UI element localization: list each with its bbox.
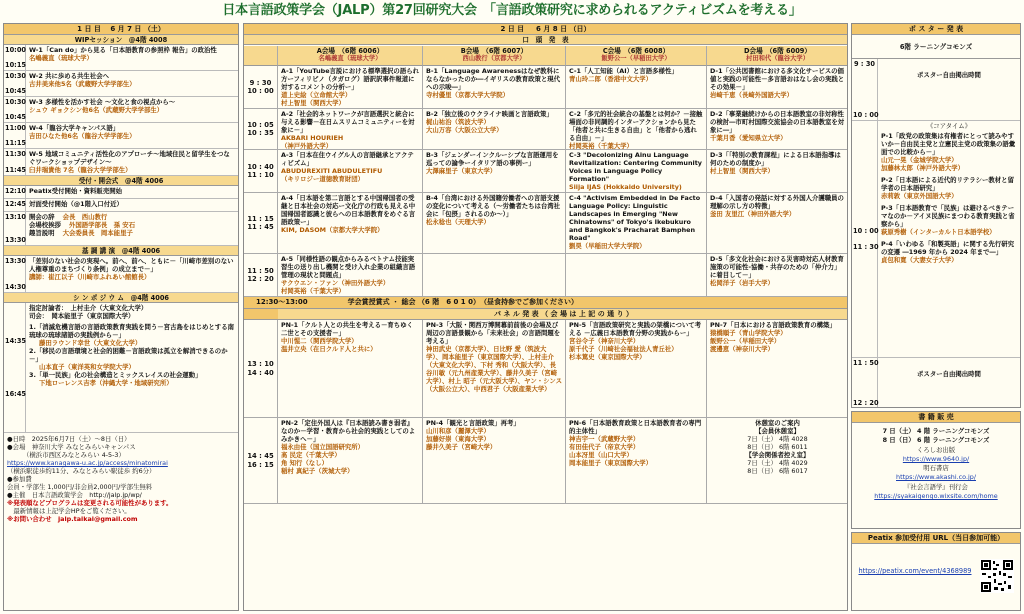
panel-band-left bbox=[244, 309, 278, 320]
slot-time bbox=[244, 418, 278, 504]
session-time bbox=[4, 71, 26, 96]
symposium-line: 指定討論者： 上村圭介（大東文化大学） bbox=[29, 304, 148, 312]
info-line: ●会場 神奈川大学 みなとみらいキャンパス bbox=[7, 443, 136, 451]
peatix-link[interactable]: https://peatix.com/event/4368989 bbox=[858, 567, 972, 575]
symposium-row: 14:35 16:45 指定討論者： 上村圭介（大東文化大学） 司会： 岡本能里子（東京国際大学） 1.「消滅危機言語の言語政策教育実践を問う－宮古島をはじめとする南琉球の琉球諸語の実践例から－」 藤田ラウンド幸世（大東文化大学） 2.「移民の言語環境と社会的困難－言語政策は孤立を解消できるのか－」 山本直子（東洋英和女学院大学） 3.「単一民族」化の社会構造とミックスレイスの社会運動」 下地ローレンス吉孝（沖縄大学・地域研究所） bbox=[4, 303, 238, 433]
time-start: 14 : 45 bbox=[247, 452, 274, 461]
panel-author: 福永由佳（国立国語研究所） 髙 民定（千葉大学） 角 知行（なし） 稲村 真紀子（茨城大学） bbox=[281, 443, 365, 475]
time-start: 9 : 30 bbox=[249, 78, 272, 87]
time-end: 10 : 00 bbox=[247, 87, 274, 95]
poster-author: 赤莉敦（東京外国語大学） bbox=[881, 192, 958, 200]
keynote-header: 基 調 講 演 @4階 4006 bbox=[4, 246, 238, 256]
presentation-author: 道上史絵（立命館大学） 村上智里（関西大学） bbox=[281, 91, 352, 107]
oral-grid bbox=[244, 46, 848, 611]
panel-cell bbox=[566, 320, 707, 418]
presentation-author: ABUDUREXITI ABUDULETIFU （キリロジー道徳教育財団） bbox=[281, 167, 383, 183]
wip-session bbox=[4, 71, 238, 97]
presentation-author: 松永稔也（天理大学） bbox=[426, 218, 490, 226]
session-author: シュウ ギョクシン他6名（武蔵野大学学部生） bbox=[29, 106, 164, 114]
poster-item bbox=[881, 132, 1017, 172]
symposium-line: 下地ローレンス吉孝（沖縄大学・地域研究所） bbox=[39, 379, 173, 387]
lunch-text: 学会賞授賞式 ・ 総会 （6 階 6 0 1 0） （昼食持参でご参加ください） bbox=[347, 298, 578, 306]
symposium-header: シ ン ポ ジ ウ ム @4階 4006 bbox=[4, 293, 238, 303]
slot-time bbox=[244, 150, 278, 193]
slot-time bbox=[244, 66, 278, 109]
presentation-title: A-4「日本語を第二言語とする中国帰国者の受継と日本社会の対応ー文化庁の行政も見える中国帰国者認識と彼らへの日本語教育をめぐる言語政策ー」 bbox=[281, 194, 416, 226]
wip-session bbox=[4, 123, 238, 149]
reception-row bbox=[4, 199, 238, 212]
presentation-title: A-1「YouTube言説における標準選択の語られ方ーフィリピノ（タガログ）語訳訳事件報道に対するコメントの分析ー」 bbox=[281, 67, 419, 91]
time-end: 11:45 bbox=[5, 165, 26, 174]
opening-role: 趣旨説明 bbox=[29, 229, 55, 237]
time-end: 14 : 40 bbox=[247, 368, 274, 377]
time: 12:45 bbox=[5, 200, 26, 208]
info-line: ※お問い合わせ jalp.taikai@gmail.com bbox=[7, 515, 138, 523]
session-author: 臼井瑞貴他 7名（龍谷大学学部生） bbox=[29, 166, 132, 174]
time-start: 13 : 10 bbox=[247, 360, 274, 369]
row-time bbox=[4, 186, 26, 198]
presentation-cell bbox=[566, 66, 707, 109]
presentation-cell bbox=[423, 66, 566, 109]
keynote-speaker: 講師：崔江以子（川崎市ふれあい館館長） bbox=[29, 273, 151, 281]
presentation-cell bbox=[707, 66, 848, 109]
rest-line: 7日（土） 4階 4029 bbox=[747, 459, 808, 467]
poster-title: P-2「日本語による近代的リテラシー教材と留学者の日本語研究」 bbox=[881, 176, 1014, 192]
opening-person: 外国語学部長 孫 安石 bbox=[68, 221, 136, 229]
panel-author: 猿橋順子（青山学院大学） 飯野公一（早稲田大学） 渡邊恵（神奈川大学） bbox=[710, 329, 787, 353]
event-info bbox=[4, 433, 238, 525]
presentation-title: C-2「多元的社会統合の基盤とは何か？－接触場面の非同調的インターアクションから見た「他者と共に生きる自由」と「他者から逃れる自由」－」 bbox=[569, 110, 703, 142]
poster-header: ポ ス タ ー 発 表 bbox=[852, 24, 1020, 35]
time-end: 16 : 15 bbox=[247, 460, 274, 469]
room-chair: 名嶋義直（琉球大学） bbox=[318, 55, 382, 62]
poster-title: P-3「日本語教育で「民族」は避けるべきテーマなのか－アイヌ民族にまつわる教育実践と省察から」 bbox=[881, 204, 1015, 228]
reception-header: 受付・開会式 @4階 4006 bbox=[4, 176, 238, 186]
session-title: W-2 共に歩める共生社会へ bbox=[29, 72, 109, 80]
poster-author: 山元一晃（金城学院大学） 加藤林太郎（神戸外語大学） bbox=[881, 156, 965, 172]
presentation-author: 大澤麻里子（東京大学） bbox=[426, 167, 497, 175]
lunch-time: 12:30～13:00 bbox=[256, 298, 308, 306]
presentation-cell bbox=[278, 150, 423, 193]
day2-header: 2 日 目 6 月 8 日 （日） bbox=[244, 24, 847, 35]
rest-title: 休憩室のご案内 bbox=[755, 419, 800, 427]
panel-cell bbox=[707, 320, 848, 418]
panel-author: 神田武史（京都大学）、日比野 愛（筑波大学）、岡本能里子（東京国際大学）、上村圭介（大東文化大学）、下村 秀和（大阪大学）、長谷川敏（元九州産業大学）、藤井久美子（宮崎大学）、村上 昭子（元大阪大学）、ヤン・シンス（大阪公立大）、中西君子（大阪産業大学） bbox=[426, 345, 563, 393]
symposium-line: 3.「単一民族」化の社会構造とミックスレイスの社会運動」 bbox=[29, 371, 202, 379]
time-col-header bbox=[244, 46, 278, 66]
room-header bbox=[566, 46, 707, 66]
session-time bbox=[4, 149, 26, 175]
panel-title: PN-2「定住外国人は『日本語読み書き弱者』なのか－学習・教育から社会的実践としてのよみかきへ－」 bbox=[281, 419, 416, 443]
peatix-header: Peatix 参加受付用 URL（当日参加可能） bbox=[852, 533, 1020, 544]
session-author: 名嶋義直（琉球大学） bbox=[29, 54, 93, 62]
room-chair: 飯野公一（早稲田大学） bbox=[601, 55, 671, 62]
presentation-title: B-1「Language Awarenessはなぜ教科にならなかったのか―イギリスの教育政策と現代への示唆―」 bbox=[426, 67, 561, 91]
room-name: D会場 （6階 6009） bbox=[744, 47, 811, 55]
presentation-cell bbox=[423, 109, 566, 150]
poster-item bbox=[881, 176, 1017, 200]
symposium-line: 1.「消滅危機言語の言語政策教育実践を問う－宮古島をはじめとする南琉球の琉球諸語の実践例から－」 bbox=[29, 323, 234, 339]
panel-cell bbox=[278, 320, 423, 418]
presentation-title: B-3「ジェンダーインクルーシブな言語運用を巡っての論争ーイタリア語の事例ー」 bbox=[426, 151, 559, 167]
time-start: 11:00 bbox=[5, 124, 26, 132]
session-content bbox=[26, 123, 238, 148]
session-title: W-4「龍谷大学キャンパス語」 bbox=[29, 124, 120, 132]
slot-time bbox=[244, 254, 278, 297]
session-time bbox=[4, 97, 26, 122]
room-header bbox=[278, 46, 423, 66]
info-line: （横浜駅徒歩約11分、みなとみらい駅徒歩 約6分） bbox=[7, 467, 156, 475]
poster-panel bbox=[851, 23, 1021, 408]
time-start: 10 : 05 bbox=[247, 120, 274, 129]
opening-line bbox=[29, 213, 235, 221]
time-start: 11:30 bbox=[5, 150, 26, 158]
presentation-title: D-1「公共図書館における多文化サービスの価値と実践の可能性－多言語おはなし会の実践とその効果－」 bbox=[710, 67, 845, 91]
row-text: Peatix受付開始・資料販売開始 bbox=[29, 187, 122, 195]
presentation-title: C-3 "Decolonizing Ainu Language Revitalization: Centering Community Voices in Language Policy Formation" bbox=[569, 151, 702, 183]
poster-item bbox=[881, 240, 1017, 264]
presentation-author: 村岡英裕（千葉大学） bbox=[569, 142, 633, 150]
peatix-panel bbox=[851, 532, 1021, 611]
room-header bbox=[423, 46, 566, 66]
session-content bbox=[26, 45, 238, 70]
rest-line: 【会員休憩室】 bbox=[755, 427, 800, 435]
keynote-row: 13:30 14:30 「差別のない社会の実現へ。前へ、前へ、ともに－「川崎市差別のない人権尊重のまちづくり条例」の成立まで－」 講師：崔江以子（川崎市ふれあい館館長） bbox=[4, 256, 238, 293]
presentation-title: A-3「日本在住ウイグル人の言語継承とアクティビズム」 bbox=[281, 151, 414, 167]
publisher-link[interactable]: https://www.akashi.co.jp/ bbox=[896, 473, 976, 482]
presentation-title: A-5「同様性語の観点からみるベトナム技能実習生の送り出し機関と受け入れ企業の組織言語管理の現状と問題点」 bbox=[281, 255, 416, 279]
poster-item bbox=[881, 204, 1017, 236]
presentation-title: C-1「人工知能（AI）と言語多様性」 bbox=[569, 67, 678, 75]
time-start: 11 : 50 bbox=[247, 266, 274, 275]
symposium-line: 2.「移民の言語環境と社会的困難－言語政策は孤立を解消できるのか－」 bbox=[29, 347, 228, 363]
presentation-title: C-4 "Activism Embedded in De Facto Language Policy: Linguistic Landscapes in Emerging "New Chinatowns" of Tokyo's Ikebukuro and Bangkok's Pracharat Bamphen Road" bbox=[569, 194, 701, 242]
session-title: W-3 多様性を活かす社会 ～文化と食の視点から～ bbox=[29, 98, 176, 106]
opening-line bbox=[29, 221, 235, 229]
room-name: C会場 （6階 6008） bbox=[602, 47, 670, 55]
publisher-link[interactable]: https://syakaigengo.wixsite.com/home bbox=[874, 491, 998, 500]
room-name: A会場 （6階 6006） bbox=[316, 47, 384, 55]
presentation-cell bbox=[707, 193, 848, 254]
session-title: W-5 地域コミュニティ活性化のアプローチ～地域住民と留学生をつなぐワークショップデザイン～ bbox=[29, 150, 230, 166]
time-end: 12 : 20 bbox=[247, 275, 274, 283]
time-end: 10:45 bbox=[5, 112, 26, 121]
presentation-cell bbox=[566, 254, 707, 297]
presentation-title: A-2「社会的ネットワークが言語選択と統合に与える影響－在日ムスリムコミュニティーを対象に－」 bbox=[281, 110, 415, 134]
symposium-line: 山本直子（東洋英和女学院大学） bbox=[39, 363, 135, 371]
time-start: 10:30 bbox=[5, 72, 26, 80]
time-start: 10 : 40 bbox=[247, 162, 274, 171]
session-author: 古井美来他5名（武蔵野大学学部生） bbox=[29, 80, 136, 88]
presentation-title: D-2「事業継続けからの日本語教室の非対称性の検討―市町村国際交流協会の日本語教室を対象に―」 bbox=[710, 110, 845, 134]
time-end: 10:45 bbox=[5, 86, 26, 95]
info-line: ●参加費 bbox=[7, 475, 32, 483]
info-line: ●主催 日本言語政策学会 http://jalp.jp/wp/ bbox=[7, 491, 142, 499]
panel-cell bbox=[423, 418, 566, 504]
session-title: W-1「Can do」から見る「日本語教育の参照枠 報告」の政治性 bbox=[29, 46, 217, 54]
time-start: 10:30 bbox=[5, 98, 26, 106]
presentation-author: 寺村優里（京都大学大学院） bbox=[426, 91, 510, 99]
presentation-title: B-4「台湾における外国籍労働者への言語支援の変化について考える（～労働者たちは台湾社会に「包摂」されるのか～）」 bbox=[426, 194, 561, 218]
opening-line bbox=[29, 229, 235, 237]
presentation-author: 釜田 友里江（神田外語大学） bbox=[710, 210, 796, 218]
books-header: 書 籍 販 売 bbox=[852, 412, 1020, 423]
rest-line: 8日（日） 6階 6011 bbox=[747, 443, 808, 451]
session-time bbox=[4, 123, 26, 148]
rest-line: 7日（土） 4階 4028 bbox=[747, 435, 808, 443]
presentation-cell bbox=[278, 109, 423, 150]
reception-row bbox=[4, 186, 238, 199]
time-end: 10:15 bbox=[5, 60, 26, 69]
rest-line: 8日（日） 6階 6017 bbox=[747, 467, 808, 475]
panel-title: PN-7「日本における言語政策教育の構築」 bbox=[710, 321, 836, 329]
slot-time bbox=[244, 193, 278, 254]
presentation-author: 岩崎千恵（長崎外国語大学） bbox=[710, 91, 794, 99]
rest-line: 【学会関係者控え室】 bbox=[745, 451, 810, 459]
presentation-cell bbox=[566, 109, 707, 150]
opening-role: 会場校挨拶 bbox=[29, 221, 61, 229]
publisher-name: 明石書店 bbox=[923, 464, 949, 473]
presentation-cell bbox=[423, 193, 566, 254]
poster-core-row: 10 : 00 11 : 30 《コアタイム》 P-1「政党の政策集は有権者にとって読みやすいか－自由民主党と立憲民主党の政策集の語彙面での比較から－」 山元一晃（金城学院大学） 加藤林太郎（神戸外語大学） P-2「日本語による近代的リテラシー教材と留学者の日本語研究」 赤莉敦（東京外国語大学） P-3「日本語教育で「民族」は避けるべきテーマなのか－アイヌ民族にまつわる教育実践と省察から」 萩原秀樹（インターカルト日本語学校） P-4「いわゆる「和製英語」に関する先行研究の変遷 ―1969 年から 2024 年まで―」 貞包和寛（大妻女子大学） bbox=[852, 121, 1020, 358]
wip-header: WIPセッション @4階 4008 bbox=[4, 35, 238, 45]
presentation-cell bbox=[566, 150, 707, 193]
panel-author: 宮谷令子（神奈川大学） 原千代子（川崎社会福祉法人青丘社） 杉本篤史（東京国際大学） bbox=[569, 337, 678, 361]
presentation-title: D-4「入国者の発話に対する外国人介護職員の理解の示し方の特徴」 bbox=[710, 194, 844, 210]
panel-title: PN-3「大阪・関西万博開幕前前後の会場及び周辺の言語景観から「未来社会」の言語問題を考える」 bbox=[426, 321, 561, 345]
presentation-title: D-5「多文化社会における災害時対応人材教育施策の可能性-協働・共存のための「仲介力」に着目して－」 bbox=[710, 255, 844, 279]
time: 12:10 bbox=[5, 187, 26, 195]
poster-title: P-1「政党の政策集は有権者にとって読みやすいか－自由民主党と立憲民主党の政策集の語彙面での比較から－」 bbox=[881, 132, 1016, 156]
session-content bbox=[26, 149, 238, 175]
books-panel bbox=[851, 411, 1021, 529]
wip-session bbox=[4, 97, 238, 123]
day2-panel bbox=[243, 23, 848, 611]
publisher-name: 『社会言語学』刊行会 bbox=[904, 482, 968, 491]
slot-time bbox=[244, 109, 278, 150]
time-end: 11:15 bbox=[5, 138, 26, 147]
row-text: 対面受付開始（@1階入口付近） bbox=[29, 200, 123, 208]
presentation-author: 劉昊（早稲田大学大学院） bbox=[569, 242, 646, 250]
presentation-cell bbox=[278, 66, 423, 109]
time-end: 10 : 35 bbox=[247, 129, 274, 137]
rest-room-info bbox=[707, 418, 848, 504]
session-author: 吉田ひなた他6名（龍谷大学学部生） bbox=[29, 132, 136, 140]
presentation-cell bbox=[423, 150, 566, 193]
info-line: ●日時 2025年6月7日（土）～8日（日） bbox=[7, 435, 131, 443]
panel-author: 山川和彦（麗澤大学） 加藤好崇（東海大学） 藤井久美子（宮崎大学） bbox=[426, 427, 497, 451]
session-time bbox=[4, 45, 26, 70]
presentation-author: 青山玲二郎（香港中文大学） bbox=[569, 75, 653, 83]
opening-role: 開会の辞 bbox=[29, 213, 55, 221]
presentation-author: KIM, DASOM（京都大学大学院） bbox=[281, 226, 384, 234]
poster-title: 日本言語政策学会（JALP）第27回研究大会 「言語政策研究に求められるアクティビズムを考える」 bbox=[222, 3, 802, 18]
presentation-cell bbox=[707, 254, 848, 297]
presentation-cell bbox=[278, 193, 423, 254]
wip-session bbox=[4, 45, 238, 71]
row-time bbox=[4, 199, 26, 211]
time-start: 10:00 bbox=[5, 46, 26, 54]
room-chair: 村田和代（龍谷大学） bbox=[746, 55, 809, 62]
presentation-author: 松岡洋子（岩手大学） bbox=[710, 279, 774, 287]
slot-time bbox=[244, 320, 278, 418]
time-end: 11 : 10 bbox=[247, 171, 274, 179]
reception-rows bbox=[4, 186, 238, 212]
panel-band: パ ネ ル 発 表 （ 会 場 は 上 記 の 通 り ） bbox=[278, 309, 848, 320]
books-schedule-line: 7 日（土） 4 階 ラーニングコモンズ bbox=[882, 427, 990, 435]
info-line: 会員・学部生 1,000円/非会員2,000円/学部生無料 bbox=[7, 483, 153, 491]
presentation-author: Siija IJAS (Hokkaido University) bbox=[569, 183, 682, 191]
panel-cell bbox=[423, 320, 566, 418]
books-schedule-line: 8 日（日） 6 階 ラーニングコモンズ bbox=[882, 436, 990, 445]
poster-slot-2: 11 : 50 12 : 20 ポスター自由掲出時間 bbox=[853, 359, 981, 407]
symposium-line: 藤田ラウンド幸世（大東文化大学） bbox=[39, 339, 142, 347]
presentation-author: 千葉月香（愛知県立大学） bbox=[710, 134, 787, 142]
room-name: B会場 （6階 6007） bbox=[460, 47, 528, 55]
oral-header: 口 頭 発 表 bbox=[244, 35, 847, 45]
symposium-line: 司会： 岡本能里子（東京国際大学） bbox=[29, 312, 135, 320]
presentation-author: 村上智里（関西大学） bbox=[710, 167, 774, 175]
panel-title: PN-6「日本語教育政策と日本語教育者の専門的主体性」 bbox=[569, 419, 702, 435]
poster-title: P-4「いわゆる「和製英語」に関する先行研究の変遷 ―1969 年から 2024 年まで―」 bbox=[881, 240, 1015, 256]
presentation-cell bbox=[423, 254, 566, 297]
panel-title: PN-4「観光と言語政策」再考」 bbox=[426, 419, 520, 427]
info-line: ※発表順などプログラムは変更される可能性があります。 bbox=[7, 499, 173, 507]
session-content bbox=[26, 97, 238, 122]
panel-author: 中川惺二（関西学院大学） 温井立央（在日クルド人と共に） bbox=[281, 337, 377, 353]
presentation-title: D-3「「特別の教育課程」による日本語指導は何のための制度か」 bbox=[710, 151, 841, 167]
day1-header: 1 日 目 6 月 7 日 （土） bbox=[4, 24, 238, 35]
presentation-title: B-2「独立後のウクライナ映画と言語政策」 bbox=[426, 110, 553, 118]
time-start: 11 : 15 bbox=[247, 214, 274, 223]
poster-room: 6階 ラーニングコモンズ bbox=[852, 35, 1020, 59]
info-line: （横浜市西区みなとみらい 4-5-3） bbox=[7, 451, 125, 459]
presentation-author: サクウエン・ファン（神田外語大学） 村岡英裕（千葉大学） bbox=[281, 279, 390, 295]
poster-slot-1: 9 : 30 10 : 00 ポスター自由掲出時間 bbox=[852, 59, 1020, 121]
venue-access-link[interactable]: https://www.kanagawa-u.ac.jp/access/minatomirai bbox=[7, 459, 168, 467]
info-line: 最新情報は上記学会HPをご覧ください。 bbox=[7, 507, 131, 515]
lunch-band bbox=[244, 297, 848, 309]
wip-session bbox=[4, 149, 238, 176]
day1-panel bbox=[3, 23, 239, 611]
presentation-cell bbox=[566, 193, 707, 254]
panel-cell bbox=[566, 418, 707, 504]
session-content bbox=[26, 71, 238, 96]
opening-person: 大会委員長 岡本能里子 bbox=[62, 229, 133, 237]
presentation-author: AKBARI HOURIEH （神戸外語大学） bbox=[281, 134, 344, 150]
publisher-name: くろしお出版 bbox=[916, 445, 956, 454]
poster-author: 貞包和寛（大妻女子大学） bbox=[881, 256, 958, 264]
wip-sessions bbox=[4, 45, 238, 176]
presentation-cell bbox=[707, 109, 848, 150]
opening-person: 会長 西山教行 bbox=[62, 213, 108, 221]
time-end: 11 : 45 bbox=[247, 223, 274, 231]
panel-title: PN-5「言語政策研究と実践の架橋について考える －広義日本語教育分野の実践からー」 bbox=[569, 321, 702, 337]
room-header bbox=[707, 46, 848, 66]
presentation-cell bbox=[278, 254, 423, 297]
presentation-author: 梶山祐治（筑波大学） 大山万容（大阪公立大学） bbox=[426, 118, 503, 134]
presentation-cell bbox=[707, 150, 848, 193]
poster-author: 萩原秀樹（インターカルト日本語学校） bbox=[881, 228, 996, 236]
opening-row: 13:10 13:30 開会の辞 会長 西山教行 会場校挨拶 外国語学部長 孫 安石 趣旨説明 大会委員長 岡本能里子 bbox=[4, 212, 238, 246]
panel-author: 神吉宇一（武蔵野大学） 有田佳代子（帝京大学） 山本冴里（山口大学） 岡本能里子（東京国際大学） bbox=[569, 435, 653, 467]
panel-title: PN-1「クルト人との共生を考える－育ちゆく二世とその支援者－」 bbox=[281, 321, 413, 337]
qr-code-icon bbox=[980, 559, 1014, 593]
room-chair: 西山教行（京都大学） bbox=[462, 55, 526, 62]
publisher-link[interactable]: https://www.9640.jp/ bbox=[902, 454, 970, 463]
panel-cell bbox=[278, 418, 423, 504]
keynote-title: 「差別のない社会の実現へ。前へ、前へ、ともに－「川崎市差別のない人権尊重のまちづくり条例」の成立まで－」 bbox=[29, 257, 234, 273]
